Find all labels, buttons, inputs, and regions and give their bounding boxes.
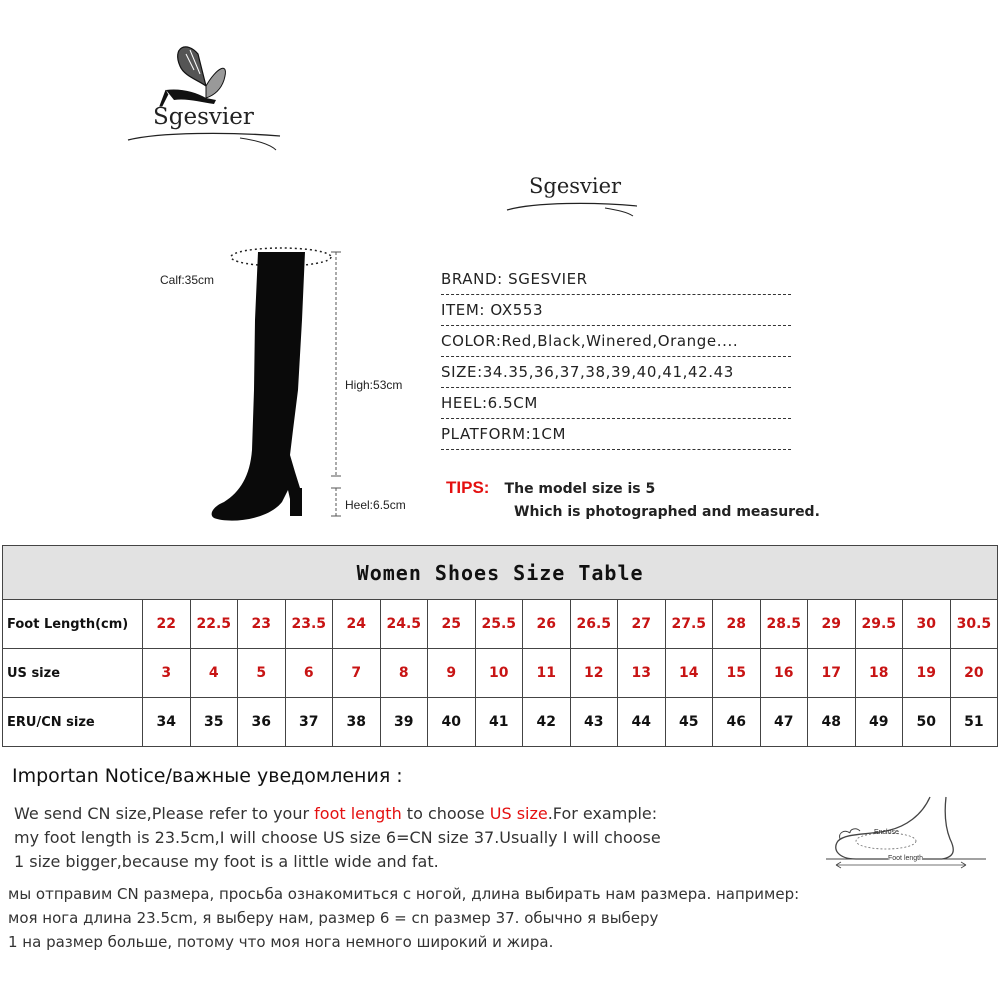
size-table-cell: 25.5 bbox=[475, 600, 523, 649]
size-table-cell: 16 bbox=[760, 649, 808, 698]
size-table-cell: 39 bbox=[380, 698, 428, 747]
size-table-row-label: US size bbox=[3, 649, 143, 698]
boot-illustration bbox=[150, 240, 430, 530]
notice-en-line-1 bbox=[14, 804, 657, 823]
size-table-cell: 15 bbox=[713, 649, 761, 698]
notice-ru-line-2: моя нога длина 23.5cm, я выберу нам, размер 6 = cn размер 37. обычно я выберу bbox=[8, 909, 659, 927]
size-table-cell: 25 bbox=[428, 600, 476, 649]
size-table-cell: 26.5 bbox=[570, 600, 618, 649]
size-table-cell: 3 bbox=[143, 649, 191, 698]
size-table-cell: 51 bbox=[950, 698, 998, 747]
notice-ru-line-3: 1 на размер больше, потому что моя нога немного широкий и жира. bbox=[8, 933, 554, 951]
size-table-cell: 29.5 bbox=[855, 600, 903, 649]
heel-measure-label: Heel:6.5cm bbox=[345, 498, 406, 512]
size-table-cell: 34 bbox=[143, 698, 191, 747]
size-table-row-label: ERU/CN size bbox=[3, 698, 143, 747]
spec-brand: BRAND: SGESVIER bbox=[441, 268, 791, 295]
size-table-cell: 6 bbox=[285, 649, 333, 698]
size-table-cell: 17 bbox=[808, 649, 856, 698]
size-table-cell: 18 bbox=[855, 649, 903, 698]
size-table-row bbox=[3, 649, 998, 698]
notice-en-line-3: 1 size bigger,because my foot is a little wide and fat. bbox=[14, 852, 439, 871]
notice-en-1c: to choose bbox=[401, 804, 490, 823]
size-table-cell: 30.5 bbox=[950, 600, 998, 649]
size-table-cell: 5 bbox=[238, 649, 286, 698]
size-table bbox=[2, 545, 998, 747]
size-table-cell: 13 bbox=[618, 649, 666, 698]
size-table-cell: 37 bbox=[285, 698, 333, 747]
size-table-cell: 26 bbox=[523, 600, 571, 649]
foot-enclose-label: Enclose bbox=[874, 829, 899, 836]
size-table-cell: 49 bbox=[855, 698, 903, 747]
size-table-cell: 23 bbox=[238, 600, 286, 649]
butterfly-heel-icon bbox=[120, 40, 290, 155]
notice-foot-length-highlight: foot length bbox=[314, 804, 402, 823]
size-table-cell: 22 bbox=[143, 600, 191, 649]
size-table-cell: 24 bbox=[333, 600, 381, 649]
size-table-cell: 43 bbox=[570, 698, 618, 747]
size-table-cell: 22.5 bbox=[190, 600, 238, 649]
size-table-cell: 48 bbox=[808, 698, 856, 747]
foot-length-label: Foot length bbox=[888, 855, 924, 862]
size-table-cell: 45 bbox=[665, 698, 713, 747]
size-table-cell: 40 bbox=[428, 698, 476, 747]
size-table-cell: 20 bbox=[950, 649, 998, 698]
spec-platform: PLATFORM:1CM bbox=[441, 423, 791, 450]
notice-en-line-2: my foot length is 23.5cm,I will choose US size 6=CN size 37.Usually I will choose bbox=[14, 828, 661, 847]
size-table-cell: 23.5 bbox=[285, 600, 333, 649]
logo-top bbox=[120, 40, 290, 155]
notice-ru-line-1: мы отправим CN размера, просьба ознакомиться с ногой, длина выбирать нам размера. например: bbox=[8, 885, 800, 903]
size-table-cell: 4 bbox=[190, 649, 238, 698]
tips-label: TIPS: bbox=[446, 478, 490, 497]
logo-mid-text: Sgesvier bbox=[529, 174, 622, 198]
size-table-cell: 47 bbox=[760, 698, 808, 747]
notice-en-1e: .For example: bbox=[547, 804, 658, 823]
logo-mid bbox=[505, 170, 640, 220]
notice-title: Importan Notice/важные уведомления : bbox=[12, 765, 403, 787]
size-table-cell: 42 bbox=[523, 698, 571, 747]
foot-outline-icon bbox=[826, 795, 986, 875]
size-table-cell: 28 bbox=[713, 600, 761, 649]
size-table-cell: 11 bbox=[523, 649, 571, 698]
tips bbox=[446, 478, 846, 528]
size-table-cell: 10 bbox=[475, 649, 523, 698]
size-table-cell: 27.5 bbox=[665, 600, 713, 649]
size-table-cell: 12 bbox=[570, 649, 618, 698]
size-table-row bbox=[3, 698, 998, 747]
logo-top-text: Sgesvier bbox=[153, 104, 254, 130]
size-table-cell: 14 bbox=[665, 649, 713, 698]
size-table-cell: 35 bbox=[190, 698, 238, 747]
spec-item: ITEM: OX553 bbox=[441, 299, 791, 326]
size-table-cell: 36 bbox=[238, 698, 286, 747]
tips-line-2: Which is photographed and measured. bbox=[514, 504, 820, 520]
size-table-cell: 29 bbox=[808, 600, 856, 649]
size-table-cell: 50 bbox=[903, 698, 951, 747]
size-table-title: Women Shoes Size Table bbox=[3, 546, 998, 600]
size-table-cell: 44 bbox=[618, 698, 666, 747]
size-table-cell: 24.5 bbox=[380, 600, 428, 649]
size-table-cell: 46 bbox=[713, 698, 761, 747]
size-table-cell: 9 bbox=[428, 649, 476, 698]
size-table-cell: 41 bbox=[475, 698, 523, 747]
high-measure-label: High:53cm bbox=[345, 378, 403, 392]
size-table-cell: 28.5 bbox=[760, 600, 808, 649]
size-table-cell: 27 bbox=[618, 600, 666, 649]
tips-line-1: The model size is 5 bbox=[504, 481, 656, 497]
notice-en-1a: We send CN size,Please refer to your bbox=[14, 804, 315, 823]
size-table-cell: 19 bbox=[903, 649, 951, 698]
size-table-row bbox=[3, 600, 998, 649]
size-table-row-label: Foot Length(cm) bbox=[3, 600, 143, 649]
size-table-cell: 30 bbox=[903, 600, 951, 649]
notice-us-size-highlight: US size bbox=[489, 804, 548, 823]
size-table-cell: 38 bbox=[333, 698, 381, 747]
size-table-cell: 8 bbox=[380, 649, 428, 698]
calf-measure-label: Calf:35cm bbox=[160, 273, 215, 287]
foot-diagram bbox=[826, 795, 986, 875]
spec-size: SIZE:34.35,36,37,38,39,40,41,42.43 bbox=[441, 361, 791, 388]
size-table-cell: 7 bbox=[333, 649, 381, 698]
spec-color: COLOR:Red,Black,Winered,Orange.... bbox=[441, 330, 791, 357]
spec-heel: HEEL:6.5CM bbox=[441, 392, 791, 419]
